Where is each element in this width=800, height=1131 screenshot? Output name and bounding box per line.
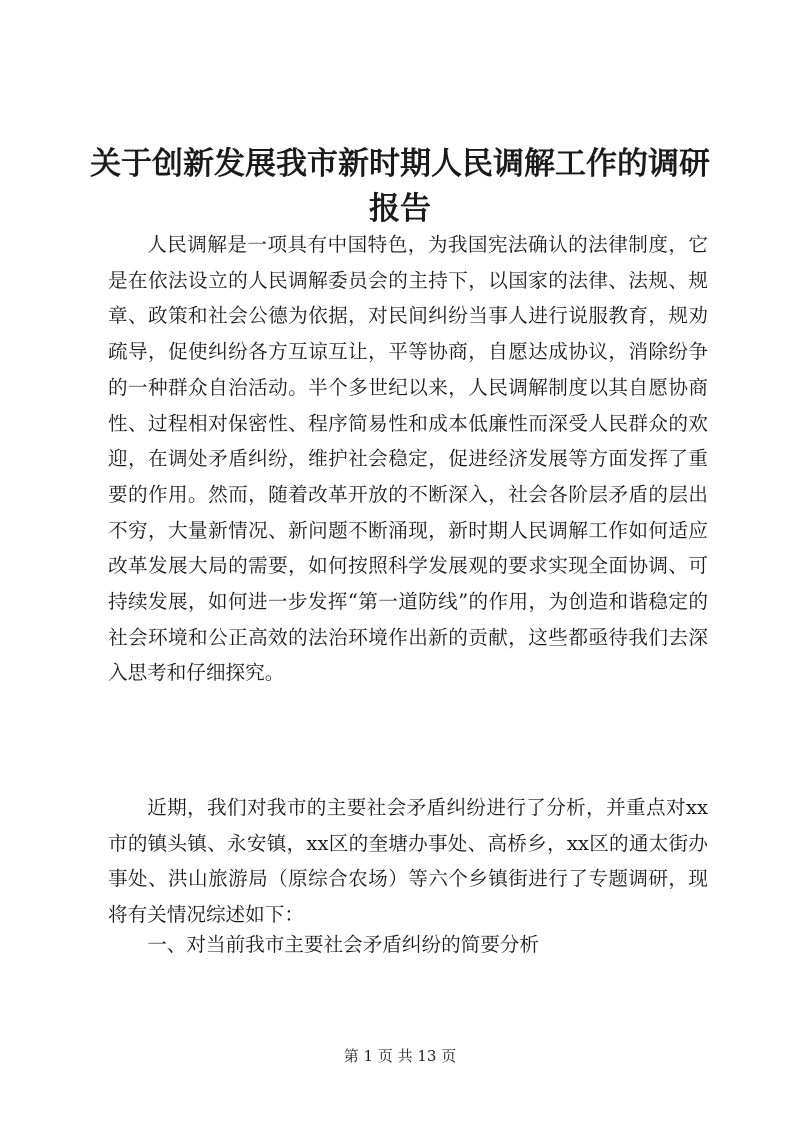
body-paragraph-survey: 近期，我们对我市的主要社会矛盾纠纷进行了分析，并重点对xx市的镇头镇、永安镇，xx区的奎塘办事处、高桥乡，xx区的通太街办事处、洪山旅游局（原综合农场）等六个乡镇街进行了专题调研，现将有关情况综述如下：: [108, 796, 708, 927]
body-paragraph-intro: 人民调解是一项具有中国特色，为我国宪法确认的法律制度，它是在依法设立的人民调解委员会的主持下，以国家的法律、法规、规章、政策和社会公德为依据，对民间纠纷当事人进行说服教育，规劝疏导，促使纠纷各方互谅互让，平等协商，自愿达成协议，消除纷争的一种群众自治活动。半个多世纪以来，人民调解制度以其自愿协商性、过程相对保密性、程序简易性和成本低廉性而深受人民群众的欢迎，在调处矛盾纠纷，维护社会稳定，促进经济发展等方面发挥了重要的作用。然而，随着改革开放的不断深入，社会各阶层矛盾的层出不穷，大量新情况、新问题不断涌现，新时期人民调解工作如何适应改革发展大局的需要，如何按照科学发展观的要求实现全面协调、可持续发展，如何进一步发挥“第一道防线”的作用，为创造和谐稳定的社会环境和公正高效的法治环境作出新的贡献，这些都亟待我们去深入思考和仔细探究。: [108, 233, 708, 685]
document-title: 关于创新发展我市新时期人民调解工作的调研报告: [90, 146, 710, 227]
section-heading: 一、对当前我市主要社会矛盾纠纷的简要分析: [147, 933, 540, 956]
page-number-footer: 第 1 页 共 13 页: [343, 1047, 457, 1065]
